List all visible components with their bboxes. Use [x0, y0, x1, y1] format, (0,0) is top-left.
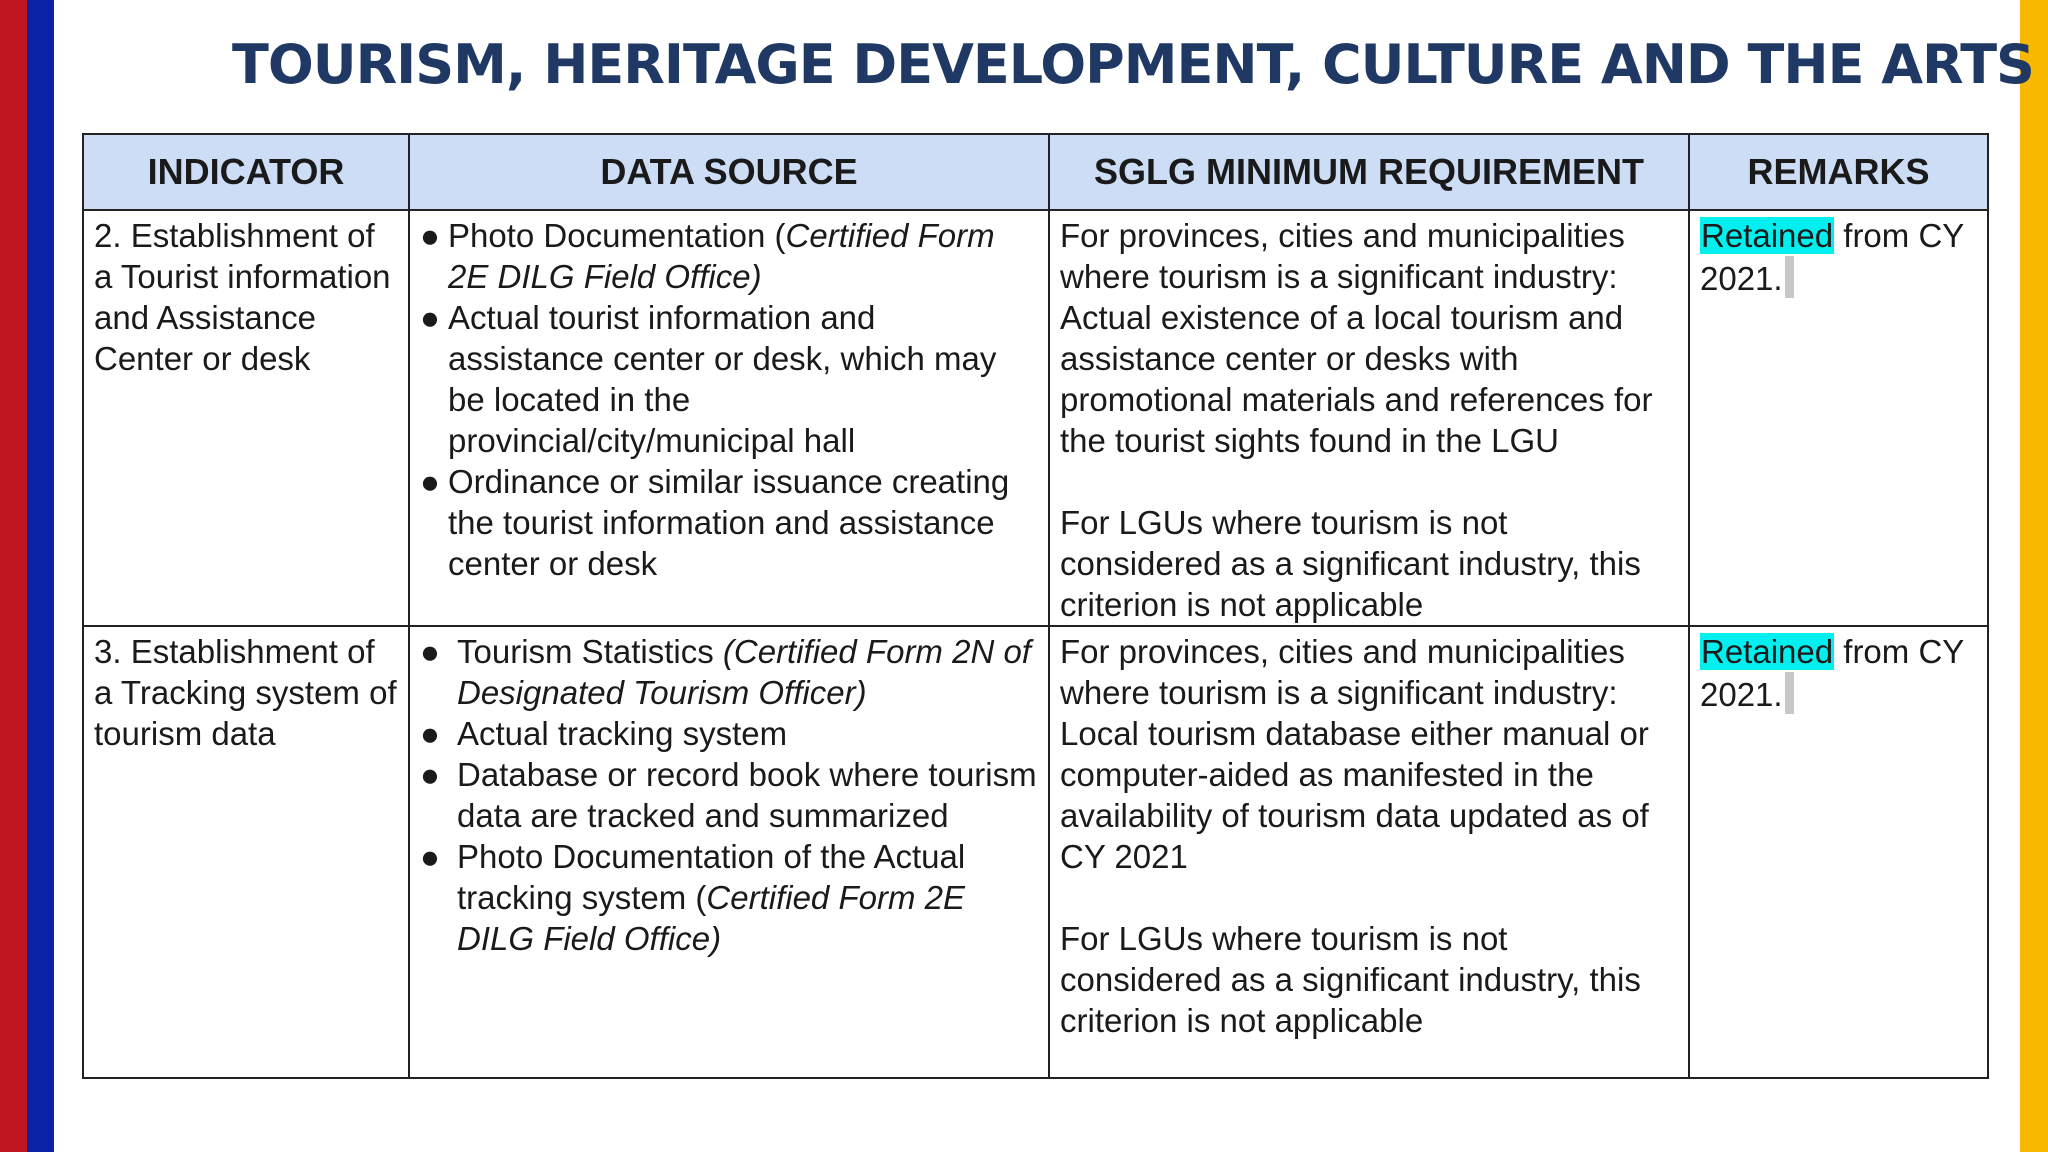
- list-item: [420, 215, 1038, 297]
- highlighted-text: Retained: [1701, 217, 1834, 254]
- highlighted-text: Retained: [1701, 633, 1834, 670]
- text-cursor-mark: [1785, 256, 1794, 298]
- list-item: [420, 631, 1038, 713]
- header-requirement: SGLG MINIMUM REQUIREMENT: [1049, 134, 1689, 210]
- requirement-cell: [1049, 626, 1689, 1078]
- source-italic-text: (Certified Form 2N of Designated Tourism Officer): [457, 633, 1031, 711]
- list-item: [420, 713, 1038, 754]
- remarks-text: from CY 2021.: [1700, 217, 1964, 297]
- requirement-text: For provinces, cities and municipalities where tourism is a significant industry: Actual existence of a local tourism and assistance center or desks with promotional materials and references for the tourist sights found in the LGU: [1060, 217, 1653, 459]
- requirement-cell: [1049, 210, 1689, 626]
- paragraph-gap: [1060, 461, 1678, 502]
- source-text: Actual tracking system: [457, 715, 788, 752]
- list-item: [420, 297, 1038, 461]
- bullet-icon: ●: [420, 217, 440, 254]
- source-text: Actual tourist information and assistance center or desk, which may be located in the provincial/city/municipal hall: [448, 299, 997, 459]
- header-data-source: DATA SOURCE: [409, 134, 1049, 210]
- source-italic-text: Certified Form 2E DILG Field Office): [448, 217, 995, 295]
- indicator-cell: 3. Establishment of a Tracking system of tourism data: [83, 626, 409, 1078]
- header-row: [83, 134, 1988, 210]
- bullet-icon: ●: [420, 715, 440, 752]
- source-italic-text: Certified Form 2E DILG Field Office): [457, 879, 965, 957]
- remarks-cell: [1689, 626, 1988, 1078]
- red-side-stripe: [0, 0, 27, 1152]
- paragraph-gap: [1060, 877, 1678, 918]
- list-item: [420, 461, 1038, 584]
- data-source-cell: [409, 210, 1049, 626]
- remarks-cell: [1689, 210, 1988, 626]
- data-source-cell: [409, 626, 1049, 1078]
- source-text: Photo Documentation of the Actual tracking system (: [457, 838, 966, 916]
- table-row: [83, 626, 1988, 1078]
- bullet-icon: ●: [420, 838, 440, 875]
- data-source-list: [420, 215, 1038, 584]
- source-text: Photo Documentation (: [448, 217, 786, 254]
- source-text: Tourism Statistics: [457, 633, 723, 670]
- bullet-icon: ●: [420, 633, 440, 670]
- criteria-table: [82, 133, 1989, 1079]
- bullet-icon: ●: [420, 299, 440, 336]
- requirement-text: For provinces, cities and municipalities where tourism is a significant industry: Local tourism database either manual or computer-aided as manifested in the availability of tourism data updated as of CY 2021: [1060, 633, 1649, 875]
- remarks-text: from CY 2021.: [1700, 633, 1964, 713]
- requirement-exception-text: For LGUs where tourism is not considered as a significant industry, this criterion is not applicable: [1060, 920, 1641, 1039]
- data-source-list: [420, 631, 1038, 959]
- source-text: Ordinance or similar issuance creating the tourist information and assistance center or desk: [448, 463, 1010, 582]
- header-indicator: INDICATOR: [83, 134, 409, 210]
- bullet-icon: ●: [420, 756, 440, 793]
- text-cursor-mark: [1785, 672, 1794, 714]
- requirement-exception-text: For LGUs where tourism is not considered as a significant industry, this criterion is not applicable: [1060, 504, 1641, 623]
- list-item: [420, 754, 1038, 836]
- header-remarks: REMARKS: [1689, 134, 1988, 210]
- slide-title: TOURISM, HERITAGE DEVELOPMENT, CULTURE AND THE ARTS: [232, 33, 2034, 96]
- source-text: Database or record book where tourism data are tracked and summarized: [457, 756, 1037, 834]
- list-item: [420, 836, 1038, 959]
- indicator-cell: 2. Establishment of a Tourist information and Assistance Center or desk: [83, 210, 409, 626]
- bullet-icon: ●: [420, 463, 440, 500]
- yellow-side-stripe: [2020, 0, 2048, 1152]
- table-row: [83, 210, 1988, 626]
- blue-side-stripe: [27, 0, 54, 1152]
